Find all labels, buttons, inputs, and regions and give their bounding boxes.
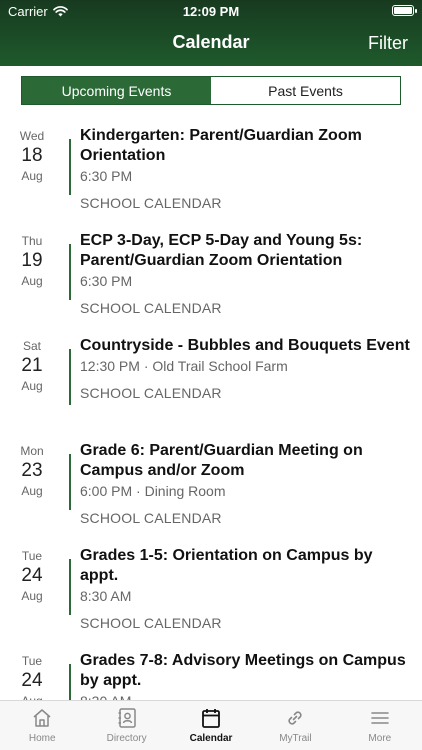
tab-label: MyTrail — [279, 733, 312, 744]
event-divider — [69, 454, 71, 510]
event-title: Countryside - Bubbles and Bouquets Event — [80, 337, 410, 354]
event-title: Grade 6: Parent/Guardian Meeting on Campus and/or Zoom — [80, 442, 363, 479]
event-time-location: 8:30 AM — [80, 588, 132, 604]
event-weekday: Thu — [21, 234, 43, 248]
event-day: 24 — [21, 565, 43, 586]
event-day: 23 — [21, 460, 43, 481]
event-month: Aug — [21, 169, 43, 183]
event-date — [12, 128, 52, 184]
navigation-header — [0, 0, 422, 66]
tab-label: More — [368, 733, 392, 744]
event-day: 18 — [21, 145, 43, 166]
event-row[interactable] — [0, 330, 422, 435]
event-divider — [69, 559, 71, 615]
event-date — [12, 443, 52, 499]
events-list[interactable] — [0, 120, 422, 700]
event-content — [80, 546, 410, 632]
page-title: Calendar — [172, 32, 250, 52]
battery-icon — [392, 5, 414, 16]
event-day: 19 — [21, 250, 43, 271]
tab-label: Calendar — [189, 733, 233, 744]
menu-icon — [369, 707, 391, 729]
tab-label: Directory — [106, 733, 147, 744]
event-weekday: Mon — [20, 444, 44, 458]
event-row[interactable] — [0, 120, 422, 225]
event-divider — [69, 244, 71, 300]
event-row[interactable] — [0, 540, 422, 645]
event-calendar-name: SCHOOL CALENDAR — [80, 510, 222, 526]
event-weekday: Tue — [21, 654, 43, 668]
calendar-icon — [200, 707, 222, 729]
event-content — [80, 231, 410, 317]
tab-more[interactable] — [338, 701, 422, 750]
carrier-label: Carrier — [8, 4, 48, 19]
event-time-location: 6:30 PM — [80, 273, 133, 289]
event-date — [12, 548, 52, 604]
event-title: Grades 1-5: Orientation on Campus by appt. — [80, 547, 373, 584]
event-content — [80, 336, 410, 402]
event-title: Grades 7-8: Advisory Meetings on Campus by appt. — [80, 652, 406, 689]
event-time-location: 6:00 PM · Dining Room — [80, 483, 226, 499]
event-calendar-name: SCHOOL CALENDAR — [80, 300, 222, 316]
event-month: Aug — [21, 484, 43, 498]
tab-bar — [0, 700, 422, 750]
event-date — [12, 233, 52, 289]
status-time: 12:09 PM — [182, 4, 240, 19]
event-calendar-name: SCHOOL CALENDAR — [80, 385, 222, 401]
status-bar — [0, 0, 422, 24]
event-content — [80, 126, 410, 212]
event-month: Aug — [21, 589, 43, 603]
event-month: Aug — [21, 274, 43, 288]
event-time-location: 12:30 PM · Old Trail School Farm — [80, 358, 288, 374]
contacts-icon — [116, 707, 138, 729]
event-divider — [69, 349, 71, 405]
home-icon — [31, 707, 53, 729]
link-icon — [284, 707, 306, 729]
event-weekday: Wed — [19, 129, 45, 143]
event-divider — [69, 139, 71, 195]
tab-home[interactable] — [0, 701, 84, 750]
event-calendar-name: SCHOOL CALENDAR — [80, 615, 222, 631]
segment-upcoming-events[interactable]: Upcoming Events — [22, 77, 211, 104]
segment-past-events[interactable]: Past Events — [268, 82, 343, 99]
event-row[interactable] — [0, 225, 422, 330]
event-row[interactable] — [0, 435, 422, 540]
tab-calendar[interactable] — [169, 701, 253, 750]
event-weekday: Tue — [21, 549, 43, 563]
event-weekday: Sat — [22, 339, 41, 353]
event-time-location: 6:30 PM — [80, 168, 133, 184]
event-date — [12, 338, 52, 394]
event-month: Aug — [21, 379, 43, 393]
events-segmented-control — [21, 76, 401, 105]
event-title: ECP 3-Day, ECP 5-Day and Young 5s: Parent/Guardian Zoom Orientation — [80, 232, 363, 269]
tab-directory[interactable] — [84, 701, 168, 750]
event-day: 24 — [21, 670, 43, 691]
filter-button[interactable]: Filter — [368, 33, 408, 53]
tab-mytrail[interactable] — [253, 701, 337, 750]
event-title: Kindergarten: Parent/Guardian Zoom Orientation — [80, 127, 362, 164]
tab-label: Home — [28, 733, 56, 744]
event-calendar-name: SCHOOL CALENDAR — [80, 195, 222, 211]
event-content — [80, 441, 410, 527]
event-day: 21 — [21, 355, 43, 376]
